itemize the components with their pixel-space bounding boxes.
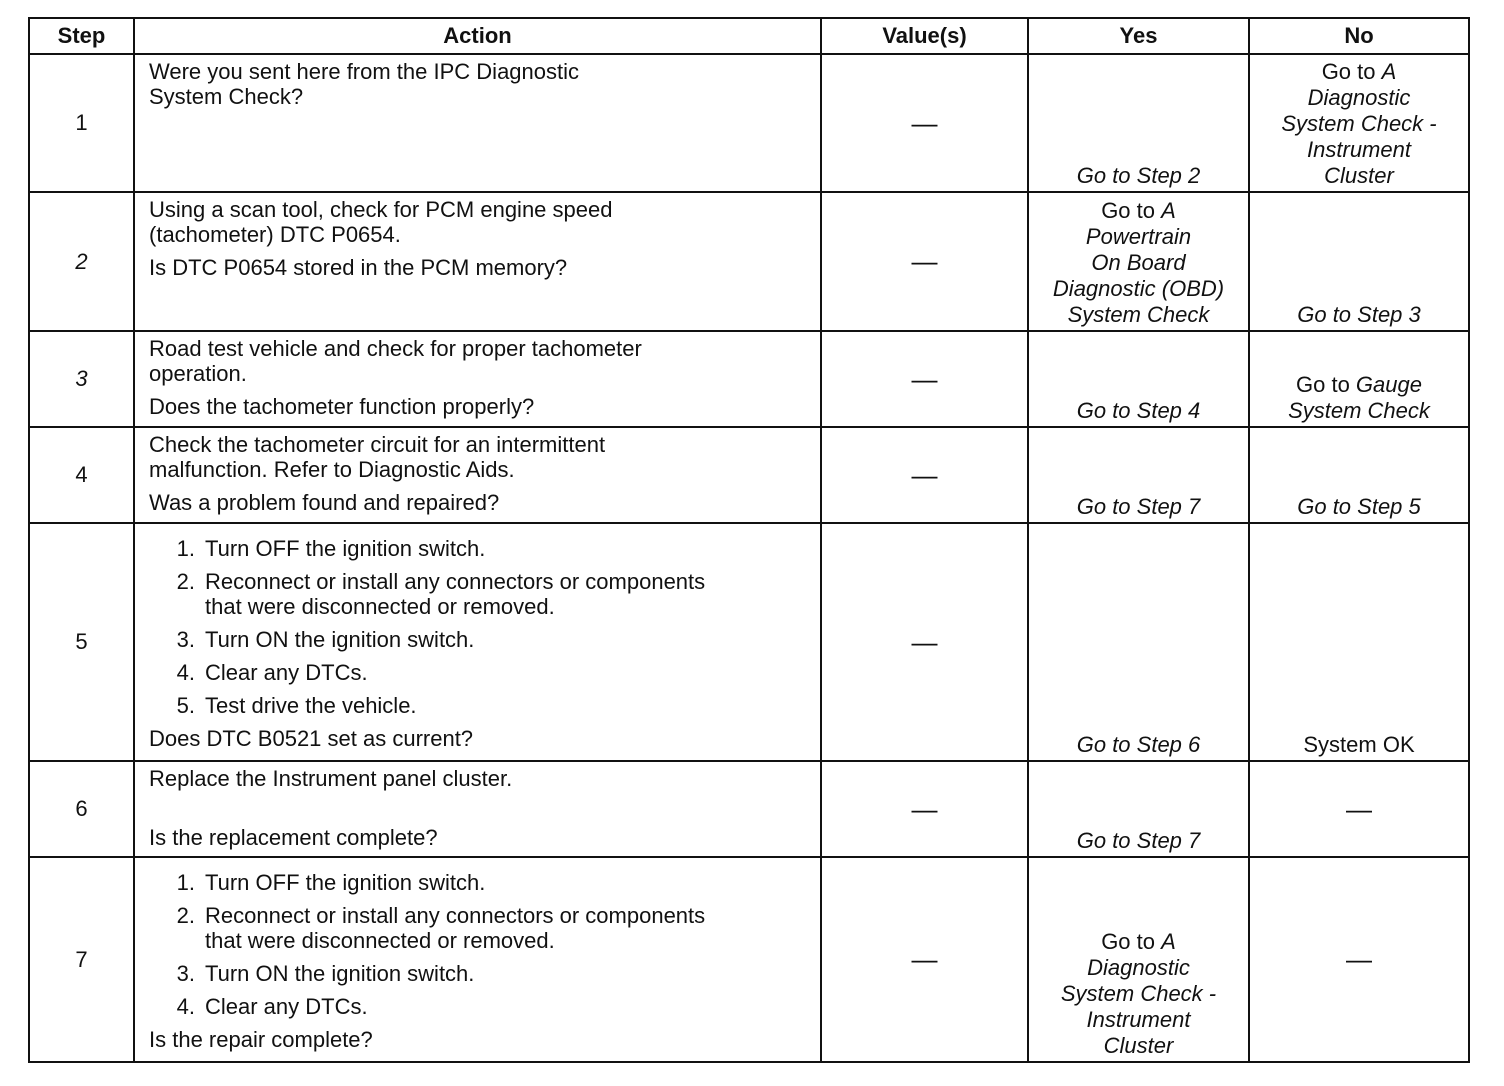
- header-action: Action: [134, 18, 821, 54]
- no-result: Go to Step 5: [1249, 427, 1469, 523]
- header-no: No: [1249, 18, 1469, 54]
- step-number: 5: [29, 523, 134, 761]
- value-cell: —: [821, 427, 1028, 523]
- action-cell: Using a scan tool, check for PCM engine speed (tachometer) DTC P0654. Is DTC P0654 stored in the PCM memory?: [134, 192, 821, 331]
- list-item: 5. Test drive the vehicle.: [176, 693, 417, 718]
- value-cell: —: [821, 331, 1028, 427]
- yes-result: Go to Step 7: [1028, 761, 1249, 857]
- step-number: 1: [29, 54, 134, 192]
- no-result: Go to A Diagnostic System Check - Instrument Cluster: [1249, 54, 1469, 192]
- step-number: 7: [29, 857, 134, 1062]
- yes-result: Go to A Diagnostic System Check - Instrument Cluster: [1028, 857, 1249, 1062]
- value-cell: —: [821, 54, 1028, 192]
- table-row: [29, 192, 1469, 331]
- action-question: Is the replacement complete?: [149, 825, 438, 850]
- table-row: [29, 54, 1469, 192]
- action-question: Does DTC B0521 set as current?: [149, 726, 474, 751]
- diagnostic-table: [28, 17, 1470, 1063]
- action-cell: Check the tachometer circuit for an intermittent malfunction. Refer to Diagnostic Aids. Was a problem found and repaired?: [134, 427, 821, 523]
- no-result: Go to Step 3: [1249, 192, 1469, 331]
- step-number: 6: [29, 761, 134, 857]
- header-row: [29, 18, 1469, 54]
- header-yes: Yes: [1028, 18, 1249, 54]
- yes-result: Go to A Powertrain On Board Diagnostic (OBD) System Check: [1028, 192, 1249, 331]
- header-step: Step: [29, 18, 134, 54]
- yes-result: Go to Step 4: [1028, 331, 1249, 427]
- header-values: Value(s): [821, 18, 1028, 54]
- action-steps-list: [149, 870, 810, 1019]
- no-result: —: [1249, 761, 1469, 857]
- action-question: Is the repair complete?: [149, 1027, 373, 1052]
- list-item: 2. Reconnect or install any connectors or components that were disconnected or removed.: [176, 903, 706, 953]
- list-item: 1. Turn OFF the ignition switch.: [176, 870, 486, 895]
- value-cell: —: [821, 523, 1028, 761]
- table-row: [29, 857, 1469, 1062]
- list-item: 4. Clear any DTCs.: [176, 994, 368, 1019]
- action-cell: [134, 54, 821, 192]
- table-row: [29, 331, 1469, 427]
- action-cell: [134, 857, 821, 1062]
- step-number: 3: [29, 331, 134, 427]
- list-item: 1. Turn OFF the ignition switch.: [176, 536, 486, 561]
- no-result: Go to Gauge System Check: [1249, 331, 1469, 427]
- step-number: 4: [29, 427, 134, 523]
- action-question: Was a problem found and repaired?: [149, 490, 500, 515]
- list-item: 3. Turn ON the ignition switch.: [176, 627, 475, 652]
- value-cell: —: [821, 192, 1028, 331]
- table-row: [29, 427, 1469, 523]
- action-question: Does the tachometer function properly?: [149, 394, 535, 419]
- yes-result: Go to Step 7: [1028, 427, 1249, 523]
- action-text: Were you sent here from the IPC Diagnostic System Check?: [149, 59, 580, 109]
- value-cell: —: [821, 857, 1028, 1062]
- value-cell: —: [821, 761, 1028, 857]
- action-cell: Road test vehicle and check for proper tachometer operation. Does the tachometer function properly?: [134, 331, 821, 427]
- action-cell: Replace the Instrument panel cluster. Is the replacement complete?: [134, 761, 821, 857]
- list-item: 2. Reconnect or install any connectors or components that were disconnected or removed.: [176, 569, 706, 619]
- action-question: Is DTC P0654 stored in the PCM memory?: [149, 255, 568, 280]
- yes-result: Go to Step 6: [1028, 523, 1249, 761]
- table-row: [29, 523, 1469, 761]
- action-cell: [134, 523, 821, 761]
- no-result: —: [1249, 857, 1469, 1062]
- no-result: System OK: [1249, 523, 1469, 761]
- step-number: 2: [29, 192, 134, 331]
- yes-result: Go to Step 2: [1028, 54, 1249, 192]
- list-item: 4. Clear any DTCs.: [176, 660, 368, 685]
- table-row: [29, 761, 1469, 857]
- list-item: 3. Turn ON the ignition switch.: [176, 961, 475, 986]
- action-steps-list: [149, 536, 810, 718]
